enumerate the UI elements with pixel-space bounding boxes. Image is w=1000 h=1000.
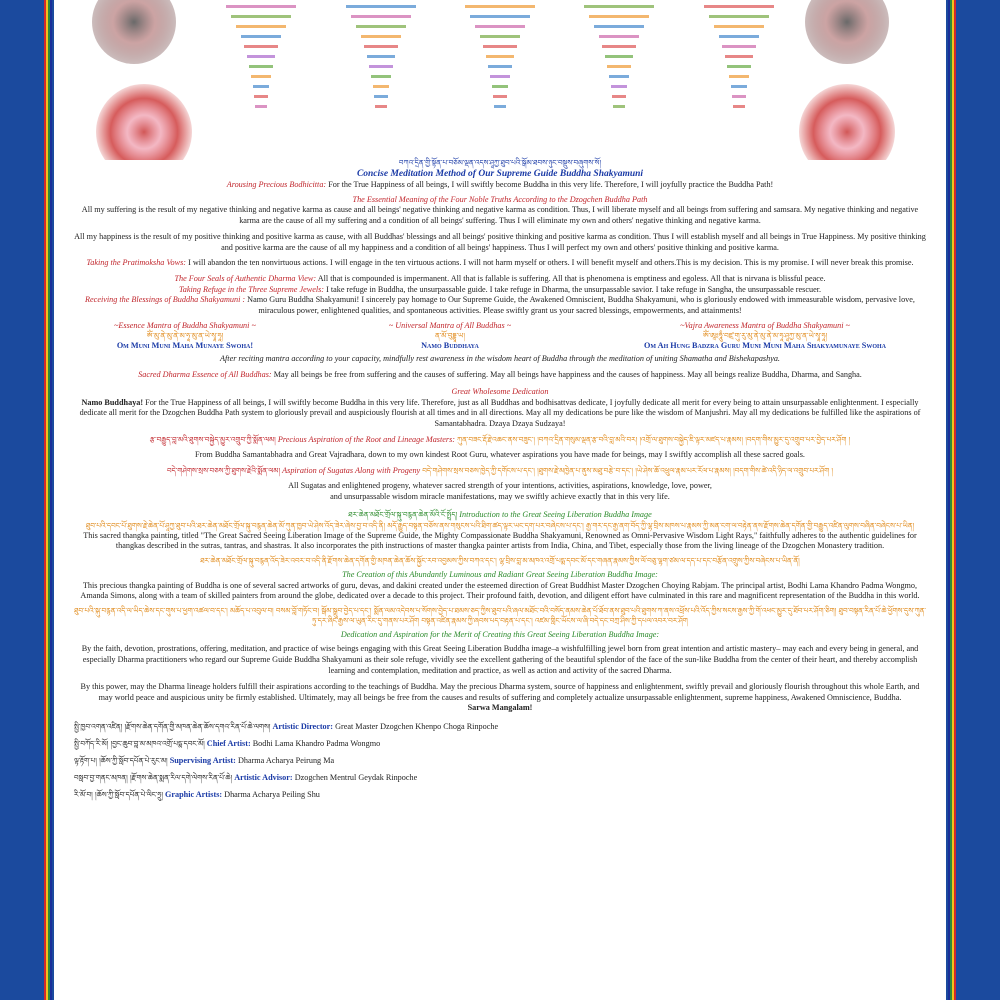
aspiration-sugatas-label: Aspiration of Sugatas Along with Progeny — [282, 466, 421, 476]
credit-tibetan: རི་མོ་བ། །ཆོས་ཀྱི་སློབ་དཔོན་པེ་ལིང་ཧྲུ། — [74, 789, 163, 799]
four-truths-para-2: All my happiness is the result of my positive thinking and positive karma as cause, with all Buddhas' blessings and all beings' positive thinking and positive karma as condition. Thus I will establish myself and all beings in True Happiness. My positive thinking and positive karma are the cause of all my happiness and a condition of all beings' happiness. Thus I will perfect my own and others' positive thinking and positive karma. — [74, 232, 926, 252]
credit-row-supervising-artist — [74, 752, 926, 769]
credit-name: Bodhi Lama Khandro Padma Wongmo — [252, 738, 381, 748]
decorative-artwork-header — [54, 0, 946, 160]
aspiration-sugatas-heading — [74, 466, 926, 477]
mandala-top-left-dark — [92, 0, 176, 64]
mantra-tibetan: ན་མོ་བུདྡྷཱ་ཡ། — [434, 331, 465, 341]
credit-row-artistic-director — [74, 718, 926, 735]
aspiration-sugatas-text-2: and unsurpassable wisdom miracle manifestations, may we swiftly achieve exactly that in this very life. — [330, 491, 670, 501]
credit-role: Artistic Advisor: — [234, 772, 293, 782]
mantra-vajra-awareness — [644, 321, 886, 352]
introduction-tibetan-text: ཐུབ་པའི་དབང་པོ་ཐུགས་རྗེ་ཆེན་པོ་ཤཱཀྱ་ཐུབ་པའི་ཐར་ཆེན་མཐོང་གྲོལ་སྐུ་བརྙན་ཆེན་མོ་ཀུན་ཁྱབ་ཡེ་ཤེས་འོད་ཟེར་ཞེས་བྱ་བ་འདི་ནི། མདོ་རྒྱུད་བསྟན་བཅོས་ནས་གསུངས་པའི་ཐིག་ཚད་ལྟར་ཡང་དག་པར་བཞེངས་པ་དང་། རྒྱ་གར་དང་རྒྱ་ནག་བོད་ཀྱི་ལྷ་བྲིས་མཁས་པ་རྣམས་ཀྱི་མན་ངག་ལ་བརྟེན་ནས་རྫོགས་ཆེན་དགོན་གྱི་བརྒྱུད་འཛིན་ལུགས་བཞིན་བཞེངས་པ་ཡིན། — [85, 520, 915, 530]
aspiration-root-tibetan: རྩ་བརྒྱུད་བླ་མའི་ཐུགས་བསྐྱེད་མྱུར་འགྲུབ་ཀྱི་སྨོན་ལམ། — [149, 435, 276, 445]
aspiration-sugatas-tibetan-verse: བདེ་གཤེགས་སྲས་བཅས་ཁྱེད་ཀྱི་དགོངས་པ་དང་། །ཐུགས་རྗེ་མཁྱེན་པ་ནུས་མཐུ་བརྩེ་བ་དང་། །ཡེ་ཤེས་ཆོ་འཕྲུལ་རྣམ་པར་རོལ་པ་རྣམས། །བདག་གིས་ཚེ་འདི་ཉིད་ལ་འགྲུབ་པར་ཤོག ། — [422, 466, 834, 476]
mantra-tibetan: ཨོཾ་ཨཱཿཧཱུྃ་བཛྲ་གུ་རུ་མུ་ནེ་མུ་ནེ་མ་ཧཱ་ཤཱཀྱ་མུ་ན་ཡེ་སྭཱ་ཧཱ། — [702, 331, 828, 341]
four-truths-para-1: All my suffering is the result of my negative thinking and negative karma as cause and all beings' negative thinking and negative karma as condition. Thus, I will liberate myself and all beings from suffering and samsara. My negative thinking and negative karma are the cause of all my suffering and a condition of all beings' suffering. Thus I will eliminate my own and others' negative thinking and negative karma. — [81, 205, 919, 225]
credit-name: Dzogchen Mentrul Geydak Rinpoche — [294, 772, 418, 782]
after-mantra-instruction: After reciting mantra according to your capacity, mindfully rest awareness in the wisdom heart of Buddha through the meditation of uniting Shamatha and Bishekapashya. — [220, 353, 780, 363]
mantra-label: ~Vajra Awareness Mantra of Buddha Shakyamuni ~ — [680, 320, 850, 330]
credit-row-graphic-artists — [74, 786, 926, 803]
dharma-essence-line — [74, 370, 926, 381]
four-seals-label: The Four Seals of Authentic Dharma View: — [174, 274, 317, 284]
merit-text-2: By this power, may the Dharma lineage holders fulfill their aspirations according to the teachings of Buddha. May the precious Dharma system, source of happiness and enlightenment, swiftly prevail and gloriously flourish throughout this whole Earth, and may world peace and auspicious unity be firmly established. Ultimately, may all beings be free from the causes and results of suffering and completely actualize unsurpassable enlightenment, supreme happiness, Awakened Omniscience, Buddha. — [80, 682, 920, 702]
bodhicitta-line — [74, 180, 926, 191]
dedication-lead: Namo Buddhaya! — [81, 397, 144, 407]
credit-name: Dharma Acharya Peiling Shu — [224, 789, 320, 799]
aspiration-sugatas-tibetan: བདེ་གཤེགས་སྲས་བཅས་ཀྱི་ཐུགས་རྗེའི་སྨོན་ལམ། — [166, 466, 281, 476]
four-seals-line — [74, 274, 926, 285]
mantra-tibetan: ཨོཾ་མུ་ནེ་མུ་ནེ་མ་ཧཱ་མུ་ན་ཡེ་སྭཱ་ཧཱ། — [146, 331, 224, 341]
blessings-line — [74, 295, 926, 316]
blessings-text: Namo Guru Buddha Shakyamuni! I sincerely pay homage to Our Supreme Guide, the Awakened Omniscient, Buddha Shakyamuni, who is gloriously endowed with immeasurable wisdom, pervasive love, miraculous power, enlightened qualities, and spontaneous activities. Please swiftly grant us your sacred blessings, empowerments, and attainments! — [247, 295, 915, 315]
vows-line — [74, 258, 926, 269]
text-pyramid-3 — [465, 5, 535, 108]
main-text-column — [74, 158, 926, 803]
refuge-line — [74, 285, 926, 296]
introduction-heading — [74, 510, 926, 521]
credit-role: Chief Artist: — [206, 738, 251, 748]
bodhicitta-text: For the True Happiness of all beings, I will swiftly become Buddha in this very life. Therefore, I will joyfully practice the Buddha Path! — [328, 180, 774, 189]
aspiration-root-heading — [74, 435, 926, 446]
dharma-essence-label: Sacred Dharma Essence of All Buddhas: — [138, 370, 272, 380]
vows-text: I will abandon the ten nonvirtuous actions. I will engage in the ten virtuous actions. I will not harm myself or others. I will benefit myself and others.This is my decision. This is my promise. I will never break this promise. — [188, 257, 914, 267]
credit-tibetan: ལྟ་རྟོག་པ། །ཆོས་ཀྱི་སློབ་དཔོན་པེ་རུང་མ། — [74, 755, 168, 765]
mantra-row — [114, 321, 886, 352]
page-title: Concise Meditation Method of Our Supreme Guide Buddha Shakyamuni — [356, 169, 644, 179]
credit-tibetan: སྤྱི་ཁྱབ་འགན་འཛིན། །རྫོགས་ཆེན་དགོན་གྱི་མཁན་ཆེན་ཆོས་དགའ་རིན་པོ་ཆེ་ལགས། — [74, 721, 271, 731]
bodhicitta-label: Arousing Precious Bodhicitta: — [226, 180, 327, 189]
thangka-text-page — [54, 0, 946, 1000]
dedication-heading: Great Wholesome Dedication — [451, 386, 549, 396]
mantra-latin: Om Muni Muni Maha Munaye Swoha! — [116, 341, 254, 351]
introduction-tibetan-heading: ཐར་ཆེན་མཐོང་གྲོལ་སྐུ་བརྙན་ཆེན་མོའི་ངོ་སྤྲོད། — [348, 510, 458, 520]
mantra-label: ~Essence Mantra of Buddha Shakyamuni ~ — [114, 320, 256, 330]
introduction-text: This sacred thangka painting, titled "The Great Sacred Seeing Liberation Image of the Supreme Guide, the Mighty Compassionate Buddha Shakyamuni, Renowned as Omni-Pervasive Wisdom Light Rays," faithfully adheres to the authentic guidelines for thangkas described in the sutras, tantras, and shastras. It also incorporates the pith instructions of master thangka painter artists from India, China, and Tibet, especially those from the living lineage of the Dzogchen Monastery tradition. — [83, 530, 917, 551]
mandala-bottom-right-red — [799, 84, 895, 160]
heading-tibetan: བཀའ་དྲིན་གྱི་སྟོན་པ་བཅོམ་ལྡན་འདས་ཤཱཀྱ་ཐུབ་པའི་སྒོམ་ཐབས་ཉུང་བསྡུས་བཞུགས་སོ། — [398, 158, 602, 167]
mantra-essence — [114, 321, 256, 352]
blessings-label: Receiving the Blessings of Buddha Shakyamuni : — [85, 295, 246, 305]
introduction-heading-text: Introduction to the Great Seeing Liberation Buddha Image — [459, 510, 652, 520]
left-border-stripe — [44, 0, 52, 1000]
four-seals-text: All that is compounded is impermanent. All that is fallable is suffering. All that is phenomena is emptiness and egoless. All that is nirvana is blissful peace. — [317, 274, 826, 284]
mantra-label: ~ Universal Mantra of All Buddhas ~ — [388, 320, 512, 330]
mantra-universal — [389, 321, 511, 352]
aspiration-root-tibetan-verse: ཀུན་བཟང་རྡོ་རྗེ་འཆང་ནས་བཟུང་། །བཀའ་དྲིན་གསུམ་ལྡན་རྩ་བའི་བླ་མའི་བར། །འགྲོ་ལ་ཐུགས་བསྐྱེད་ཇི་ལྟར་མཛད་པ་རྣམས། །བདག་གིས་མྱུར་དུ་འགྲུབ་པར་བྱེད་པར་ཤོག ། — [457, 435, 851, 445]
credit-tibetan: སྤྱི་བཀོད་རི་མོ། །བྱང་ཆུབ་བླ་མ་མཁའ་འགྲོ་པདྨ་དབང་མོ། — [74, 738, 205, 748]
creation-tibetan-text: ཐུབ་པའི་སྐུ་བརྙན་འདི་ལ་ཡིད་ཆེས་དང་གུས་པ་ཕྱག་འཚལ་བ་དང་། མཆོད་པ་འབུལ་བ། བསམ་བློ་གཏོང་བ། སྒོམ་སྒྲུབ་བྱེད་པ་དང་། སྨོན་ལམ་འདེབས་པ་སོགས་བྱེད་པ་ཐམས་ཅད་ཀྱིས་ཐུབ་པའི་ཞལ་མཐོང་བའི་བསོད་ནམས་ཆེན་པོ་ཐོབ་ནས་ཐུབ་པའི་ཐུགས་ཀ་ནས་འཕྲོས་པའི་འོད་ཀྱིས་སངས་རྒྱས་ཀྱི་གོ་འཕང་མྱུར་དུ་ཐོབ་པར་ཤོག་ཅིག། ཐུབ་བསྟན་རིན་པོ་ཆེ་ཕྱོགས་དུས་ཀུན་ཏུ་དར་ཞིང་རྒྱས་ལ་ཡུན་རིང་དུ་གནས་པར་ཤོག བསྟན་འཛིན་རྣམས་ཀྱི་ཞབས་པད་བརྟན་པ་དང་། འཛམ་གླིང་ཡོངས་ལ་ཞི་བདེ་དང་བཀྲ་ཤིས་ཀྱི་དཔལ་འབར་བར་ཤོག — [74, 605, 926, 625]
credit-tibetan: བསླབ་བྱ་གནང་མཁན། །རྫོགས་ཆེན་སྨན་རིལ་དགེ་ལེགས་རིན་པོ་ཆེ། — [74, 772, 233, 782]
mandala-top-right-dark — [805, 0, 889, 64]
mantra-latin: Om Ah Hung Badzra Guru Muni Muni Maha Shakyamunaye Swoha — [644, 341, 886, 351]
text-pyramid-4 — [584, 5, 654, 108]
refuge-label: Taking Refuge in the Three Supreme Jewels: — [178, 284, 325, 294]
dedication-text — [74, 398, 926, 430]
credit-role: Supervising Artist: — [169, 755, 236, 765]
vows-label: Taking the Pratimoksha Vows: — [86, 257, 187, 267]
dharma-essence-text: May all beings be free from suffering and the causes of suffering. May all beings have happiness and the causes of happiness. May all beings realize Buddha, Dharma, and Sangha. — [273, 370, 862, 380]
aspiration-root-label: Precious Aspiration of the Root and Lineage Masters: — [277, 435, 455, 445]
merit-closing: Sarwa Mangalam! — [467, 703, 533, 713]
credit-row-chief-artist — [74, 735, 926, 752]
creation-heading: The Creation of this Abundantly Luminous and Radiant Great Seeing Liberation Buddha Image: — [342, 570, 658, 580]
credit-name: Great Master Dzogchen Khenpo Choga Rinpoche — [335, 721, 499, 731]
aspiration-sugatas-text-1: All Sugatas and enlightened progeny, whatever sacred strength of your intentions, activities, aspirations, knowledge, love, power, — [288, 481, 712, 491]
credit-name: Dharma Acharya Peirung Ma — [237, 755, 335, 765]
aspiration-root-text: From Buddha Samantabhadra and Great Vajradhara, down to my own kindest Root Guru, whatever aspirations you have made for beings, may I swiftly accomplish all these sacred goals. — [195, 449, 805, 459]
text-pyramid-2 — [346, 5, 416, 108]
credit-role: Graphic Artists: — [165, 789, 223, 799]
introduction-tibetan-text-2: ཐར་ཆེན་མཐོང་གྲོལ་སྐུ་བརྙན་འོད་ཟེར་འབར་བ་འདི་ནི་རྫོགས་ཆེན་དགོན་གྱི་མཁན་ཆེན་ཆོས་སྐྱོང་རབ་འབྱམས་ཀྱིས་བཀའ་དང་། ལྷ་བྲིས་བླ་མ་མཁའ་འགྲོ་པདྨ་དབང་མོ་དང་གཞན་རྣམས་ཀྱིས་ལོ་བཅུ་ལྷག་ཙམ་ལ་དད་པ་དང་བརྩོན་འགྲུས་ཀྱིས་བཞེངས་པ་ཡིན་ནོ། — [200, 556, 800, 566]
mandala-bottom-left-red — [96, 84, 192, 160]
text-pyramid-5 — [704, 5, 774, 108]
dedication-body: For the True Happiness of all beings, I will swiftly become Buddha in this very life. Therefore, just as all Buddhas and bodhisattvas dedicate, I joyfully dedicate all merit for every being to attain unsurpassable enlightenment. I especially dedicate all merit for the Dzogchen Buddha Path system to gloriously prevail and auspiciously flourish at all times and in all directions. May all my dedications be pure like the wisdom of Manjushri. May all my dedications be fulfilled like the aspirations of Samantabhadra. Dzaya Dzaya Sudzaya! — [79, 397, 921, 428]
refuge-text: I take refuge in Buddha, the unsurpassable guide. I take refuge in Dharma, the unsurpassable savior. I take refuge in Sangha, the unsurpassable rescuer. — [326, 284, 822, 294]
text-pyramid-1 — [226, 5, 296, 108]
four-truths-heading: The Essential Meaning of the Four Noble Truths According to the Dzogchen Buddha Path — [352, 194, 648, 204]
creation-text: This precious thangka painting of Buddha is one of several sacred artworks of guru, devas, and dakini created under the esteemed direction of Great Buddhist Master Dzogchen Choying Rabjam. The principal artist, Bodhi Lama Khandro Padma Wongmo, Amanda Simons, along with a team of skilled painters from around the globe, dedicated over a decade to this project. Their profound faith, devotion, and diligent effort have culminated in this rare and magnificent representation of the Buddha in this world. — [80, 580, 920, 601]
credit-row-artistic-advisor — [74, 769, 926, 786]
credits-list — [74, 718, 926, 803]
right-border-stripe — [948, 0, 956, 1000]
merit-text-1: By the faith, devotion, prostrations, offering, meditation, and practice of wise beings engaging with this Great Seeing Liberation Buddha image–a wishfulfilling jewel born from great intention and artistic mastery– may each and every being in general, and especially Dharma practitioners who regard our Supreme Guide Buddha Shakyamuni as their sole refuge, vividly see the excellent gathering of the beautiful splendor of the face of the sun-like Buddha from the center of their heart, and thereby accomplish learning and contemplation, meditation and practice, as well as action and activity of the sacred Dharma. — [81, 644, 919, 675]
mantra-latin: Namo Buddhaya — [421, 341, 479, 351]
credit-role: Artistic Director: — [272, 721, 334, 731]
merit-heading: Dedication and Aspiration for the Merit of Creating this Great Seeing Liberation Buddha Image: — [340, 629, 660, 639]
